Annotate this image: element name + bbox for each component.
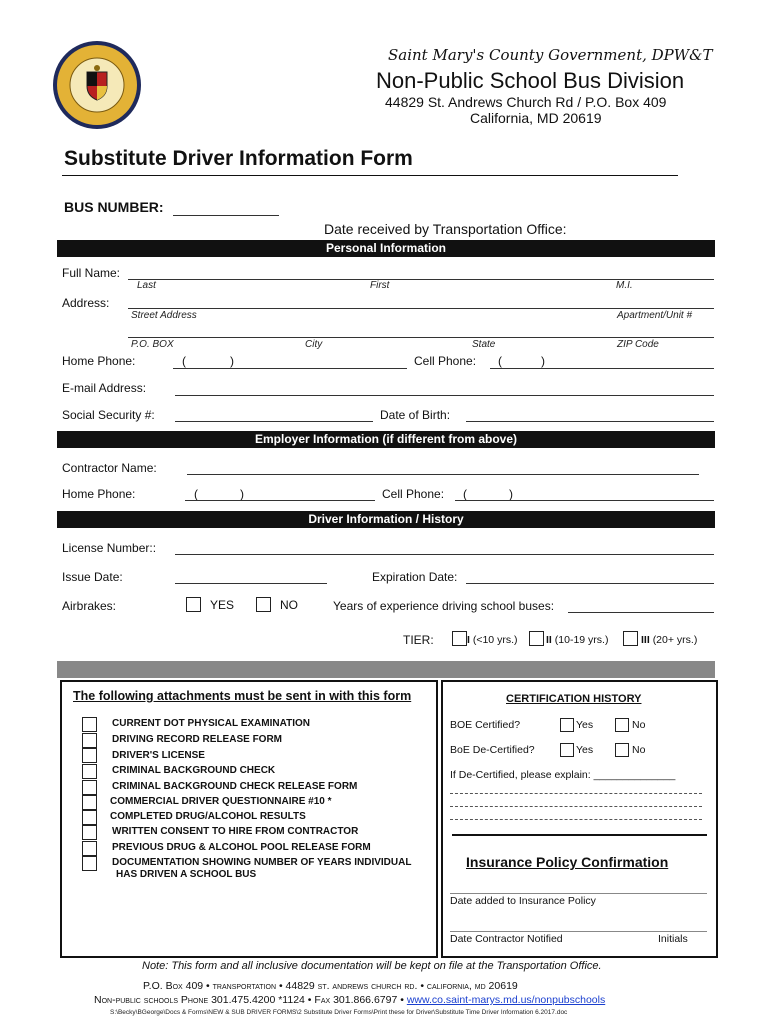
section-personal: Personal Information [57, 240, 715, 257]
home-phone-field[interactable] [173, 368, 407, 369]
tier1-numeral: I [467, 634, 470, 646]
attachment-item: COMPLETED DRUG/ALCOHOL RESULTS [110, 811, 306, 822]
airbrakes-yes-label: YES [210, 598, 235, 612]
tier-label: TIER: [403, 633, 434, 647]
employer-cell-phone-field[interactable] [455, 500, 714, 501]
state-caption: State [472, 339, 496, 350]
cell-phone-paren-open: ( [498, 354, 502, 368]
boe-decertified-yes-checkbox[interactable] [560, 743, 574, 757]
first-caption: First [370, 280, 390, 291]
boe-certified-no-label: No [632, 719, 646, 731]
bus-number-field[interactable] [173, 215, 279, 216]
attachment-item: DRIVER'S LICENSE [112, 750, 205, 761]
expiration-date-label: Expiration Date: [372, 570, 458, 584]
cell-phone-paren-close: ) [541, 354, 545, 368]
attachment-item: PREVIOUS DRUG & ALCOHOL POOL RELEASE FORM [112, 842, 371, 853]
pobox-caption: P.O. BOX [131, 339, 174, 350]
certification-title: CERTIFICATION HISTORY [506, 693, 642, 705]
airbrakes-yes-checkbox[interactable] [186, 597, 201, 612]
attachment-checkbox[interactable] [82, 841, 97, 856]
email-field[interactable] [175, 395, 714, 396]
mi-caption: M.I. [616, 280, 633, 291]
email-label: E-mail Address: [62, 381, 147, 395]
attachment-checkbox[interactable] [82, 856, 97, 871]
employer-home-paren-close: ) [240, 487, 244, 501]
boe-certified-yes-label: Yes [576, 719, 594, 731]
boe-decertified-yes-label: Yes [576, 744, 594, 756]
attachment-checkbox[interactable] [82, 825, 97, 840]
boe-certified-no-checkbox[interactable] [615, 718, 629, 732]
tier2-note: (10-19 yrs.) [554, 634, 609, 646]
insurance-date-added-field[interactable] [450, 893, 707, 894]
last-caption: Last [137, 280, 156, 291]
expiration-date-field[interactable] [466, 583, 714, 584]
attachment-item: HAS DRIVEN A SCHOOL BUS [116, 869, 257, 880]
attachment-item: WRITTEN CONSENT TO HIRE FROM CONTRACTOR [112, 826, 359, 837]
tier1-checkbox[interactable] [452, 631, 467, 646]
attachment-item: COMMERCIAL DRIVER QUESTIONNAIRE #10 * [110, 796, 332, 807]
employer-home-phone-field[interactable] [185, 500, 375, 501]
tier3-label [641, 634, 697, 646]
county-seal-icon [52, 40, 142, 130]
employer-cell-paren-open: ( [463, 487, 467, 501]
tier1-label [467, 634, 517, 646]
employer-cell-phone-label: Cell Phone: [382, 487, 445, 501]
airbrakes-label: Airbrakes: [62, 599, 117, 613]
dob-label: Date of Birth: [380, 408, 451, 422]
issue-date-label: Issue Date: [62, 570, 123, 584]
tier3-note: (20+ yrs.) [652, 634, 698, 646]
employer-home-paren-open: ( [194, 487, 198, 501]
tier2-label [546, 634, 608, 646]
cell-phone-field[interactable] [490, 368, 714, 369]
attachment-checkbox[interactable] [82, 748, 97, 763]
agency-name: Saint Mary's County Government, DPW&T [388, 46, 713, 64]
employer-cell-paren-close: ) [509, 487, 513, 501]
contractor-name-field[interactable] [187, 474, 699, 475]
certification-divider [452, 834, 707, 836]
license-number-field[interactable] [175, 554, 714, 555]
home-phone-paren-open: ( [182, 354, 186, 368]
contractor-name-label: Contractor Name: [62, 461, 157, 475]
ssn-label: Social Security #: [62, 408, 155, 422]
zip-caption: ZIP Code [617, 339, 659, 350]
explain-line-2[interactable] [450, 806, 702, 807]
airbrakes-no-checkbox[interactable] [256, 597, 271, 612]
tier2-checkbox[interactable] [529, 631, 544, 646]
home-phone-label: Home Phone: [62, 354, 136, 368]
address-label: Address: [62, 296, 110, 310]
attachment-checkbox[interactable] [82, 795, 97, 810]
years-experience-field[interactable] [568, 612, 714, 613]
home-phone-paren-close: ) [230, 354, 234, 368]
footer-note: Note: This form and all inclusive documentation will be kept on file at the Transportation Office. [142, 960, 602, 972]
attachment-checkbox[interactable] [82, 733, 97, 748]
insurance-initials-label: Initials [658, 933, 688, 945]
years-experience-label: Years of experience driving school buses: [333, 599, 555, 613]
footer-line-2 [94, 994, 605, 1006]
apt-caption: Apartment/Unit # [617, 310, 693, 321]
pobox-field[interactable] [128, 337, 714, 338]
tier3-checkbox[interactable] [623, 631, 638, 646]
bus-number-label: BUS NUMBER: [64, 199, 164, 215]
insurance-date-notified-field[interactable] [450, 931, 707, 932]
street-field[interactable] [128, 308, 714, 309]
boe-decertified-no-checkbox[interactable] [615, 743, 629, 757]
section-driver: Driver Information / History [57, 511, 715, 528]
boe-certified-label: BOE Certified? [450, 719, 521, 731]
form-title: Substitute Driver Information Form [64, 147, 413, 170]
attachment-item: CURRENT DOT PHYSICAL EXAMINATION [112, 718, 310, 729]
division-title: Non-Public School Bus Division [376, 68, 685, 93]
street-caption: Street Address [131, 310, 197, 321]
tier1-note: (<10 yrs.) [472, 634, 518, 646]
tier2-numeral: II [546, 634, 552, 646]
full-name-label: Full Name: [62, 266, 121, 280]
dob-field[interactable] [466, 421, 714, 422]
ssn-field[interactable] [175, 421, 373, 422]
airbrakes-no-label: NO [280, 598, 298, 612]
gray-divider-bar [57, 661, 715, 678]
boe-decertified-no-label: No [632, 744, 646, 756]
attachment-checkbox[interactable] [82, 717, 97, 732]
explain-line-1[interactable] [450, 793, 702, 794]
footer-website-link[interactable]: www.co.saint-marys.md.us/nonpubschools [406, 994, 606, 1006]
header-address-1: 44829 St. Andrews Church Rd / P.O. Box 409 [385, 94, 667, 110]
issue-date-field[interactable] [175, 583, 327, 584]
insurance-title: Insurance Policy Confirmation [466, 854, 669, 870]
boe-decertified-label: BoE De-Certified? [450, 744, 535, 756]
attachment-item: DRIVING RECORD RELEASE FORM [112, 734, 283, 745]
city-caption: City [305, 339, 323, 350]
employer-home-phone-label: Home Phone: [62, 487, 136, 501]
attachment-checkbox[interactable] [82, 780, 97, 795]
insurance-date-notified-label: Date Contractor Notified [450, 933, 563, 945]
attachment-item: DOCUMENTATION SHOWING NUMBER OF YEARS INDIVIDUAL [112, 857, 412, 868]
title-underline [62, 175, 678, 176]
date-received-label: Date received by Transportation Office: [324, 221, 567, 237]
tier3-numeral: III [641, 634, 650, 646]
section-employer: Employer Information (if different from above) [57, 431, 715, 448]
header-address-2: California, MD 20619 [470, 110, 602, 126]
attachment-checkbox[interactable] [82, 764, 97, 779]
footer-line-1: P.O. Box 409 • transportation • 44829 st. andrews church rd. • california, md 20619 [143, 980, 518, 992]
license-number-label: License Number:: [62, 541, 157, 555]
attachments-title: The following attachments must be sent in with this form [73, 689, 412, 703]
insurance-date-added-label: Date added to Insurance Policy [450, 895, 596, 907]
decertified-explain-label: If De-Certified, please explain: ______________ [450, 769, 676, 781]
cell-phone-label: Cell Phone: [414, 354, 477, 368]
boe-certified-yes-checkbox[interactable] [560, 718, 574, 732]
footer-contact: Non-public schools Phone 301.475.4200 *1124 • Fax 301.866.6797 • [94, 994, 407, 1006]
attachment-item: CRIMINAL BACKGROUND CHECK RELEASE FORM [112, 781, 358, 792]
explain-line-3[interactable] [450, 819, 702, 820]
attachment-item: CRIMINAL BACKGROUND CHECK [112, 765, 276, 776]
county-seal [52, 40, 142, 130]
attachment-checkbox[interactable] [82, 810, 97, 825]
footer-file-path: S:\Becky\BGeorge\Docs & Forms\NEW & SUB DRIVER FORMS\2 Substitute Driver Forms\Print these for Driver\Substitute Time Driver Information 6.2017.doc [110, 1009, 568, 1016]
